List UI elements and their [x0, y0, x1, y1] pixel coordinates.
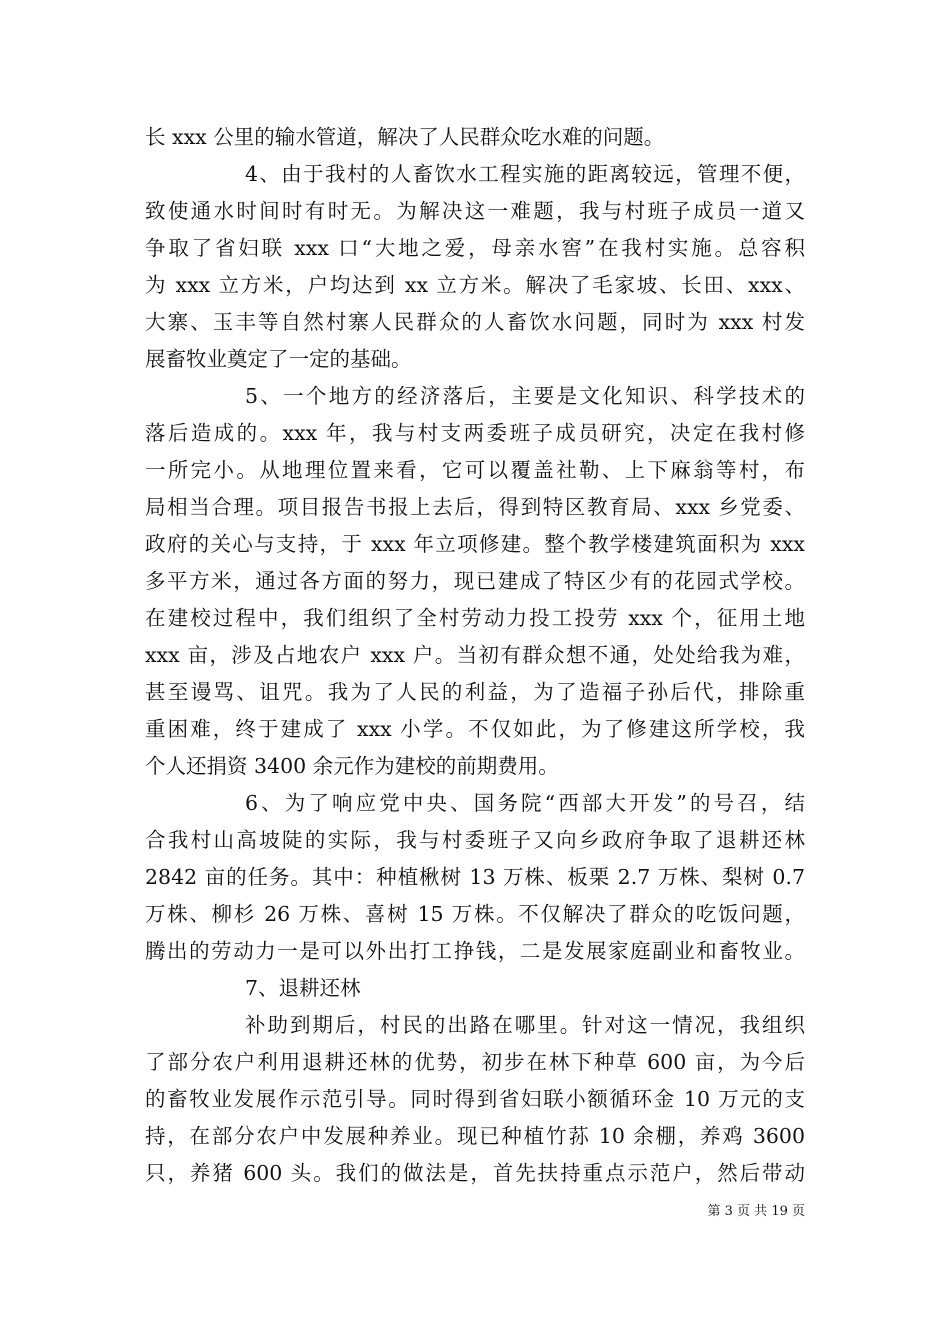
text-line: 展畜牧业奠定了一定的基础。	[145, 347, 412, 371]
text-line: 个人还捐资 3400 余元作为建校的前期费用。	[145, 754, 559, 778]
paragraph-7-start: 补助到期后，村民的出路在哪里。针对这一情况，我组织	[245, 1013, 805, 1037]
text-line: xxx 亩，涉及占地农户 xxx 户。当初有群众想不通，处处给我为难，	[145, 643, 805, 667]
text-line: 一所完小。从地理位置来看，它可以覆盖社勒、上下麻翁等村，布	[145, 458, 805, 482]
text-line: 腾出的劳动力一是可以外出打工挣钱，二是发展家庭副业和畜牧业。	[145, 939, 805, 963]
text-line: 致使通水时间时有时无。为解决这一难题，我与村班子成员一道又	[145, 199, 805, 223]
text-line: 合我村山高坡陡的实际，我与村委班子又向乡政府争取了退耕还林	[145, 828, 805, 852]
text-line: 只，养猪 600 头。我们的做法是，首先扶持重点示范户，然后带动	[145, 1161, 805, 1185]
text-line: 甚至谩骂、诅咒。我为了人民的利益，为了造福子孙后代，排除重	[145, 680, 805, 704]
paragraph-7-heading: 7、退耕还林	[245, 976, 361, 1000]
text-line: 在建校过程中，我们组织了全村劳动力投工投劳 xxx 个，征用土地	[145, 606, 805, 630]
text-line: 大寨、玉丰等自然村寨人民群众的人畜饮水问题，同时为 xxx 村发	[145, 310, 805, 334]
text-line: 的畜牧业发展作示范引导。同时得到省妇联小额循环金 10 万元的支	[145, 1087, 805, 1111]
text-line: 为 xxx 立方米，户均达到 xx 立方米。解决了毛家坡、长田、xxx、	[145, 273, 805, 297]
text-line: 2842 亩的任务。其中：种植楸树 13 万株、板栗 2.7 万株、梨树 0.7	[145, 865, 805, 889]
text-line: 多平方米，通过各方面的努力，现已建成了特区少有的花园式学校。	[145, 569, 805, 593]
text-line: 政府的关心与支持，于 xxx 年立项修建。整个教学楼建筑面积为 xxx	[145, 532, 805, 556]
text-line: 长 xxx 公里的输水管道，解决了人民群众吃水难的问题。	[145, 125, 665, 149]
text-line: 持，在部分农户中发展种养业。现已种植竹荪 10 余棚，养鸡 3600	[145, 1124, 805, 1148]
paragraph-4-start: 4、由于我村的人畜饮水工程实施的距离较远，管理不便，	[245, 162, 805, 186]
text-line: 万株、柳杉 26 万株、喜树 15 万株。不仅解决了群众的吃饭问题，	[145, 902, 805, 926]
text-line: 了部分农户利用退耕还林的优势，初步在林下种草 600 亩，为今后	[145, 1050, 805, 1074]
paragraph-5-start: 5、一个地方的经济落后，主要是文化知识、科学技术的	[245, 384, 805, 408]
paragraph-6-start: 6、为了响应党中央、国务院“西部大开发”的号召，结	[245, 791, 805, 815]
text-line: 争取了省妇联 xxx 口“大地之爱，母亲水窖”在我村实施。总容积	[145, 236, 805, 260]
text-line: 局相当合理。项目报告书报上去后，得到特区教育局、xxx 乡党委、	[145, 495, 805, 519]
text-line: 重困难，终于建成了 xxx 小学。不仅如此，为了修建这所学校，我	[145, 717, 805, 741]
text-line: 落后造成的。xxx 年，我与村支两委班子成员研究，决定在我村修	[145, 421, 805, 445]
page-number-footer: 第 3 页 共 19 页	[707, 1204, 805, 1219]
